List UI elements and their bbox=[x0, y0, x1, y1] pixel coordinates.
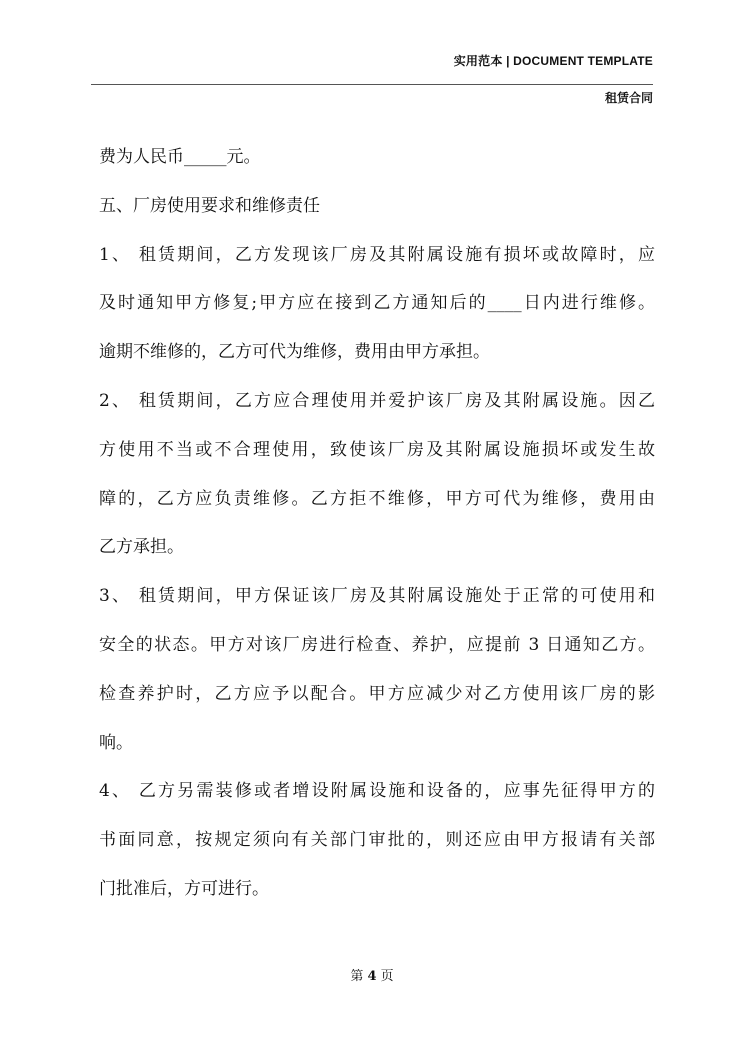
document-header-subtitle: 租赁合同 bbox=[604, 91, 653, 105]
text-line: 响。 bbox=[99, 732, 133, 753]
page-number-suffix: 页 bbox=[380, 969, 394, 984]
text-line: 安全的状态。甲方对该厂房进行检查、养护，应提前 3 日通知乙方。 bbox=[99, 634, 655, 655]
text-line: 3、 租赁期间，甲方保证该厂房及其附属设施处于正常的可使用和 bbox=[99, 586, 655, 607]
text-line: 五、厂房使用要求和维修责任 bbox=[99, 195, 320, 216]
text-line: 障的，乙方应负责维修。乙方拒不维修，甲方可代为维修，费用由 bbox=[99, 488, 655, 509]
text-line: 逾期不维修的，乙方可代为维修，费用由甲方承担。 bbox=[99, 342, 490, 363]
text-line: 书面同意，按规定须向有关部门审批的，则还应由甲方报请有关部 bbox=[99, 830, 655, 851]
page-number-value: 4 bbox=[367, 969, 377, 984]
page-number-prefix: 第 bbox=[350, 969, 364, 984]
text-line: 乙方承担。 bbox=[99, 537, 184, 558]
text-line: 1、 租赁期间，乙方发现该厂房及其附属设施有损坏或故障时，应 bbox=[99, 244, 655, 265]
text-line: 费为人民币_____元。 bbox=[99, 147, 261, 167]
text-line: 及时通知甲方修复;甲方应在接到乙方通知后的____日内进行维修。 bbox=[99, 293, 655, 314]
page-number bbox=[0, 965, 744, 984]
header-divider bbox=[91, 84, 653, 85]
text-line: 门批准后，方可进行。 bbox=[99, 878, 269, 899]
document-header-title: 实用范本 | DOCUMENT TEMPLATE bbox=[453, 54, 653, 68]
text-line: 4、 乙方另需装修或者增设附属设施和设备的，应事先征得甲方的 bbox=[99, 781, 655, 802]
text-line: 方使用不当或不合理使用，致使该厂房及其附属设施损坏或发生故 bbox=[99, 439, 655, 460]
text-line: 检查养护时，乙方应予以配合。甲方应减少对乙方使用该厂房的影 bbox=[99, 683, 655, 704]
document-body bbox=[99, 133, 655, 914]
text-line: 2、 租赁期间，乙方应合理使用并爱护该厂房及其附属设施。因乙 bbox=[99, 390, 655, 411]
